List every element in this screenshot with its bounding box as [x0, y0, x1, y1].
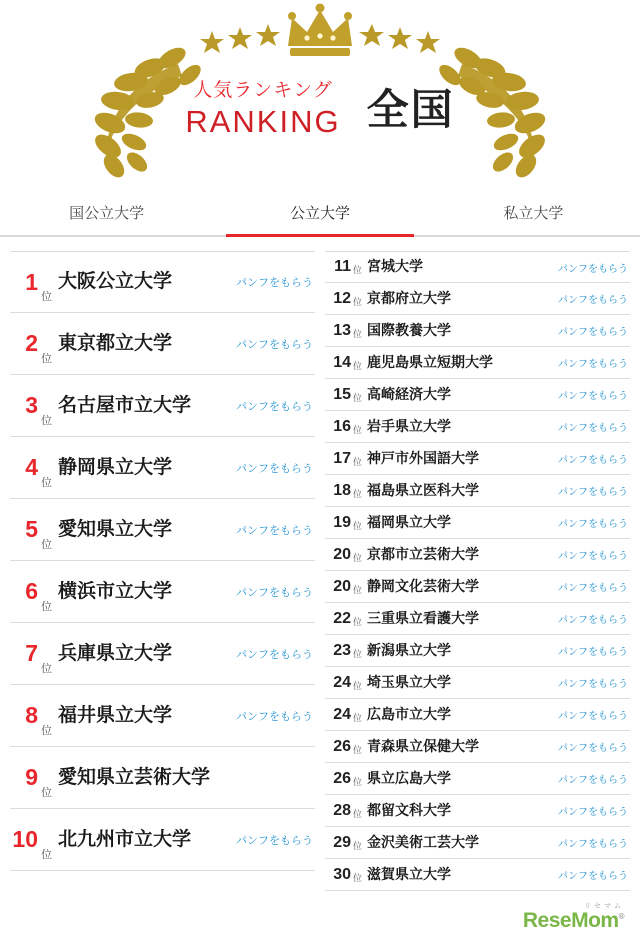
rank-number: 30 — [333, 865, 351, 883]
ranking-row[interactable] — [10, 809, 315, 871]
ranking-title-jp: 人気ランキング — [193, 79, 333, 101]
rank-number: 19 — [333, 513, 351, 531]
ranking-row[interactable] — [325, 571, 630, 603]
ranking-row[interactable] — [10, 437, 315, 499]
university-name-link[interactable]: 名古屋市立大学 — [58, 394, 192, 416]
request-pamphlet-link[interactable]: パンフをもらう — [558, 455, 628, 466]
rank-number: 11 — [334, 258, 351, 275]
tab-public[interactable]: 公立大学 — [213, 192, 426, 235]
ranking-row[interactable] — [325, 539, 630, 571]
request-pamphlet-link[interactable]: パンフをもらう — [558, 295, 628, 306]
logo-text — [523, 909, 624, 933]
ranking-row[interactable] — [10, 747, 315, 809]
request-pamphlet-link[interactable]: パンフをもらう — [558, 839, 628, 850]
rank-suffix: 位 — [353, 681, 363, 691]
rank-number: 13 — [333, 321, 351, 339]
request-pamphlet-link[interactable]: パンフをもらう — [558, 871, 628, 882]
rank-number: 10 — [12, 826, 38, 852]
logo-registered-mark: ® — [618, 912, 624, 921]
ranking-row[interactable] — [10, 251, 315, 313]
ranking-row[interactable] — [325, 411, 630, 443]
rank-suffix: 位 — [41, 849, 52, 861]
request-pamphlet-link[interactable]: パンフをもらう — [558, 711, 628, 722]
request-pamphlet-link[interactable]: パンフをもらう — [558, 551, 628, 562]
rank-suffix: 位 — [41, 291, 52, 303]
university-name-link[interactable]: 神戸市外国語大学 — [367, 449, 480, 466]
request-pamphlet-link[interactable]: パンフをもらう — [558, 615, 628, 626]
ranking-row[interactable] — [325, 283, 630, 315]
university-name-link[interactable]: 福岡県立大学 — [367, 513, 452, 530]
ranking-list-11-30 — [320, 251, 630, 891]
rank-number: 22 — [333, 609, 351, 627]
rank-suffix: 位 — [353, 521, 363, 531]
university-name-link[interactable]: 福島県立医科大学 — [367, 481, 480, 498]
ranking-row[interactable] — [10, 375, 315, 437]
request-pamphlet-link[interactable]: パンフをもらう — [558, 743, 628, 754]
rank-suffix: 位 — [353, 553, 363, 563]
rank-number: 28 — [333, 801, 351, 819]
ranking-title-block — [185, 75, 340, 140]
ranking-header — [0, 0, 640, 186]
rank-number: 6 — [25, 578, 38, 604]
rank-number: 14 — [333, 353, 351, 371]
university-name-link[interactable]: 広島市立大学 — [367, 705, 452, 722]
ranking-row[interactable] — [325, 315, 630, 347]
ranking-row[interactable] — [325, 347, 630, 379]
rank-number: 20 — [333, 545, 351, 563]
ranking-row[interactable] — [325, 667, 630, 699]
request-pamphlet-link[interactable]: パンフをもらう — [558, 263, 628, 275]
rank-suffix: 位 — [353, 457, 363, 467]
rank-suffix: 位 — [41, 601, 52, 613]
rank-number: 4 — [25, 454, 38, 480]
rank-suffix: 位 — [353, 777, 363, 787]
university-name-link[interactable]: 三重県立看護大学 — [367, 609, 480, 626]
request-pamphlet-link[interactable]: パンフをもらう — [236, 524, 313, 537]
ranking-title-en: RANKING — [185, 103, 341, 139]
rank-number: 9 — [25, 764, 38, 790]
request-pamphlet-link[interactable]: パンフをもらう — [236, 586, 313, 599]
region-label: 全国 — [366, 86, 455, 133]
rank-suffix: 位 — [41, 415, 52, 427]
ranking-row[interactable] — [325, 443, 630, 475]
rank-number: 23 — [333, 641, 351, 659]
university-type-tabs — [0, 192, 640, 237]
rank-suffix: 位 — [41, 353, 52, 365]
ranking-row[interactable] — [325, 475, 630, 507]
rank-number: 16 — [333, 417, 351, 435]
rank-suffix: 位 — [353, 329, 363, 339]
rank-suffix: 位 — [353, 841, 363, 851]
rank-suffix: 位 — [353, 585, 363, 595]
rank-suffix: 位 — [353, 489, 363, 499]
university-name-link[interactable]: 岩手県立大学 — [367, 417, 452, 434]
rank-number: 18 — [333, 481, 351, 499]
rank-suffix: 位 — [353, 713, 363, 723]
request-pamphlet-link[interactable]: パンフをもらう — [236, 338, 313, 351]
university-name-link[interactable]: 県立広島大学 — [367, 769, 452, 786]
university-name-link[interactable]: 高崎経済大学 — [367, 385, 452, 402]
ranking-row[interactable] — [325, 603, 630, 635]
ranking-row[interactable] — [10, 623, 315, 685]
university-name-link[interactable]: 静岡文化芸術大学 — [367, 577, 480, 594]
tab-national-public[interactable]: 国公立大学 — [69, 205, 145, 222]
request-pamphlet-link[interactable]: パンフをもらう — [558, 327, 628, 338]
ranking-row[interactable] — [325, 251, 630, 283]
ranking-row[interactable] — [10, 499, 315, 561]
logo-text-part1: Rese — [522, 909, 572, 932]
request-pamphlet-link[interactable]: パンフをもらう — [558, 679, 628, 690]
university-name-link[interactable]: 青森県立保健大学 — [367, 737, 480, 754]
rank-number: 26 — [333, 737, 351, 755]
request-pamphlet-link[interactable]: パンフをもらう — [236, 834, 313, 847]
rank-suffix: 位 — [353, 425, 363, 435]
university-name-link[interactable]: 国際教養大学 — [367, 321, 452, 338]
university-name-link[interactable]: 横浜市立大学 — [58, 580, 173, 602]
rank-number: 29 — [333, 833, 351, 851]
request-pamphlet-link[interactable]: パンフをもらう — [236, 462, 313, 475]
rank-suffix: 位 — [41, 725, 52, 737]
request-pamphlet-link[interactable]: パンフをもらう — [558, 359, 628, 370]
rank-suffix: 位 — [353, 361, 363, 371]
ranking-body — [0, 251, 640, 891]
request-pamphlet-link[interactable]: パンフをもらう — [558, 583, 628, 594]
rank-suffix: 位 — [353, 265, 363, 275]
ranking-list-top10 — [10, 251, 320, 891]
university-name-link[interactable]: 大阪公立大学 — [58, 271, 173, 293]
tab-private[interactable]: 私立大学 — [503, 205, 564, 222]
request-pamphlet-link[interactable]: パンフをもらう — [558, 775, 628, 786]
rank-number: 5 — [25, 516, 38, 542]
logo-kana: リセマム — [584, 903, 624, 910]
rank-suffix: 位 — [41, 663, 52, 675]
ranking-row[interactable] — [325, 827, 630, 859]
request-pamphlet-link[interactable]: パンフをもらう — [558, 487, 628, 498]
request-pamphlet-link[interactable]: パンフをもらう — [236, 400, 313, 413]
university-name-link[interactable]: 兵庫県立大学 — [58, 642, 173, 664]
ranking-row[interactable] — [325, 699, 630, 731]
ranking-row[interactable] — [325, 795, 630, 827]
ranking-row[interactable] — [325, 763, 630, 795]
rank-suffix: 位 — [41, 539, 52, 551]
rank-number: 1 — [25, 268, 38, 295]
request-pamphlet-link[interactable]: パンフをもらう — [236, 277, 313, 289]
request-pamphlet-link[interactable]: パンフをもらう — [236, 710, 313, 723]
ranking-row[interactable] — [10, 561, 315, 623]
ranking-row[interactable] — [325, 731, 630, 763]
university-name-link[interactable]: 愛知県立芸術大学 — [58, 766, 211, 788]
university-name-link[interactable]: 新潟県立大学 — [367, 641, 452, 658]
university-name-link[interactable]: 宮城大学 — [367, 258, 424, 275]
rank-number: 20 — [333, 577, 351, 595]
logo-text-part2: Mom — [571, 909, 619, 932]
rank-suffix: 位 — [353, 649, 363, 659]
university-name-link[interactable]: 福井県立大学 — [58, 704, 173, 726]
rank-suffix: 位 — [353, 297, 363, 307]
request-pamphlet-link[interactable]: パンフをもらう — [558, 423, 628, 434]
rank-number: 2 — [25, 330, 38, 356]
ranking-row[interactable] — [10, 685, 315, 747]
rank-suffix: 位 — [41, 787, 52, 799]
rank-suffix: 位 — [41, 477, 52, 489]
university-name-link[interactable]: 東京都立大学 — [58, 332, 173, 354]
request-pamphlet-link[interactable]: パンフをもらう — [558, 647, 628, 658]
ranking-row[interactable] — [325, 507, 630, 539]
rank-suffix: 位 — [353, 617, 363, 627]
university-name-link[interactable]: 埼玉県立大学 — [367, 673, 452, 690]
request-pamphlet-link[interactable]: パンフをもらう — [236, 648, 313, 661]
ranking-row[interactable] — [325, 859, 630, 891]
university-name-link[interactable]: 都留文科大学 — [367, 801, 452, 818]
university-name-link[interactable]: 滋賀県立大学 — [367, 865, 452, 882]
university-name-link[interactable]: 京都市立芸術大学 — [367, 545, 480, 562]
university-name-link[interactable]: 愛知県立大学 — [58, 518, 173, 540]
rank-number: 7 — [25, 640, 38, 666]
rank-suffix: 位 — [353, 809, 363, 819]
rank-suffix: 位 — [353, 745, 363, 755]
request-pamphlet-link[interactable]: パンフをもらう — [558, 807, 628, 818]
ranking-row[interactable] — [10, 313, 315, 375]
university-name-link[interactable]: 金沢美術工芸大学 — [367, 833, 480, 850]
rank-suffix: 位 — [353, 873, 363, 883]
university-name-link[interactable]: 鹿児島県立短期大学 — [367, 353, 494, 370]
rank-number: 24 — [333, 673, 351, 691]
rank-number: 8 — [25, 702, 38, 728]
rank-number: 12 — [333, 289, 351, 307]
university-name-link[interactable]: 北九州市立大学 — [58, 828, 192, 850]
rank-number: 17 — [333, 449, 351, 467]
ranking-row[interactable] — [325, 379, 630, 411]
rank-number: 15 — [333, 385, 351, 403]
rank-suffix: 位 — [353, 393, 363, 403]
rank-number: 24 — [333, 705, 351, 723]
rank-number: 26 — [333, 769, 351, 787]
request-pamphlet-link[interactable]: パンフをもらう — [558, 519, 628, 530]
request-pamphlet-link[interactable]: パンフをもらう — [558, 391, 628, 402]
site-logo — [523, 901, 624, 933]
rank-number: 3 — [25, 392, 38, 418]
university-name-link[interactable]: 静岡県立大学 — [58, 456, 173, 478]
university-name-link[interactable]: 京都府立大学 — [367, 289, 452, 306]
ranking-row[interactable] — [325, 635, 630, 667]
